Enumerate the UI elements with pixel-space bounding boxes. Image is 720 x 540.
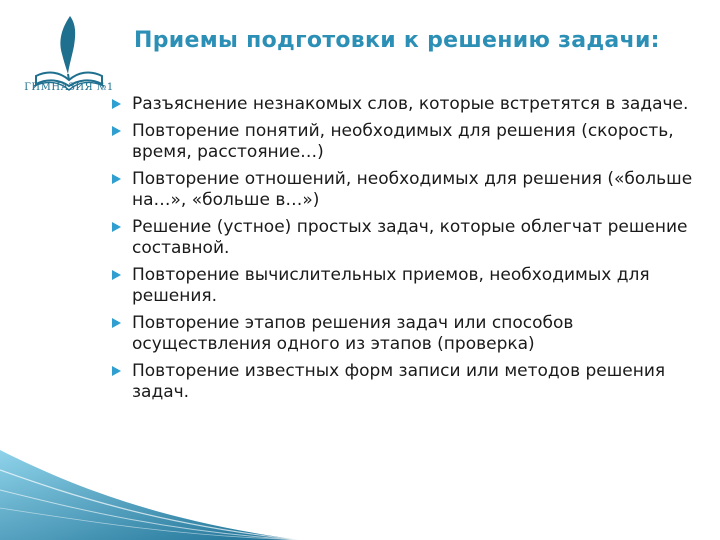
list-item-text: Повторение вычислительных приемов, необходимых для решения. [132,265,650,306]
logo-caption: ГИМНАЗИЯ №1 [24,82,114,93]
triangle-bullet-icon [112,99,121,109]
triangle-bullet-icon [112,126,121,136]
slide-title: Приемы подготовки к решению задачи: [134,28,660,53]
triangle-bullet-icon [112,318,121,328]
list-item [110,265,700,307]
triangle-bullet-icon [112,366,121,376]
list-item-text: Повторение известных форм записи или методов решения задач. [132,361,666,402]
list-item-text: Разъяснение незнакомых слов, которые встретятся в задаче. [132,94,689,114]
bullet-list [110,94,700,409]
list-item [110,313,700,355]
list-item [110,121,700,163]
list-item [110,217,700,259]
triangle-bullet-icon [112,222,121,232]
triangle-bullet-icon [112,174,121,184]
triangle-bullet-icon [112,270,121,280]
list-item-text: Повторение отношений, необходимых для решения («больше на…», «больше в…») [132,169,693,210]
list-item [110,169,700,211]
list-item-text: Повторение понятий, необходимых для решения (скорость, время, расстояние…) [132,121,674,162]
list-item-text: Повторение этапов решения задач или способов осуществления одного из этапов (проверка) [132,313,574,354]
list-item [110,94,700,115]
corner-wave-decoration [0,450,300,540]
list-item-text: Решение (устное) простых задач, которые облегчат решение составной. [132,217,688,258]
list-item [110,361,700,403]
